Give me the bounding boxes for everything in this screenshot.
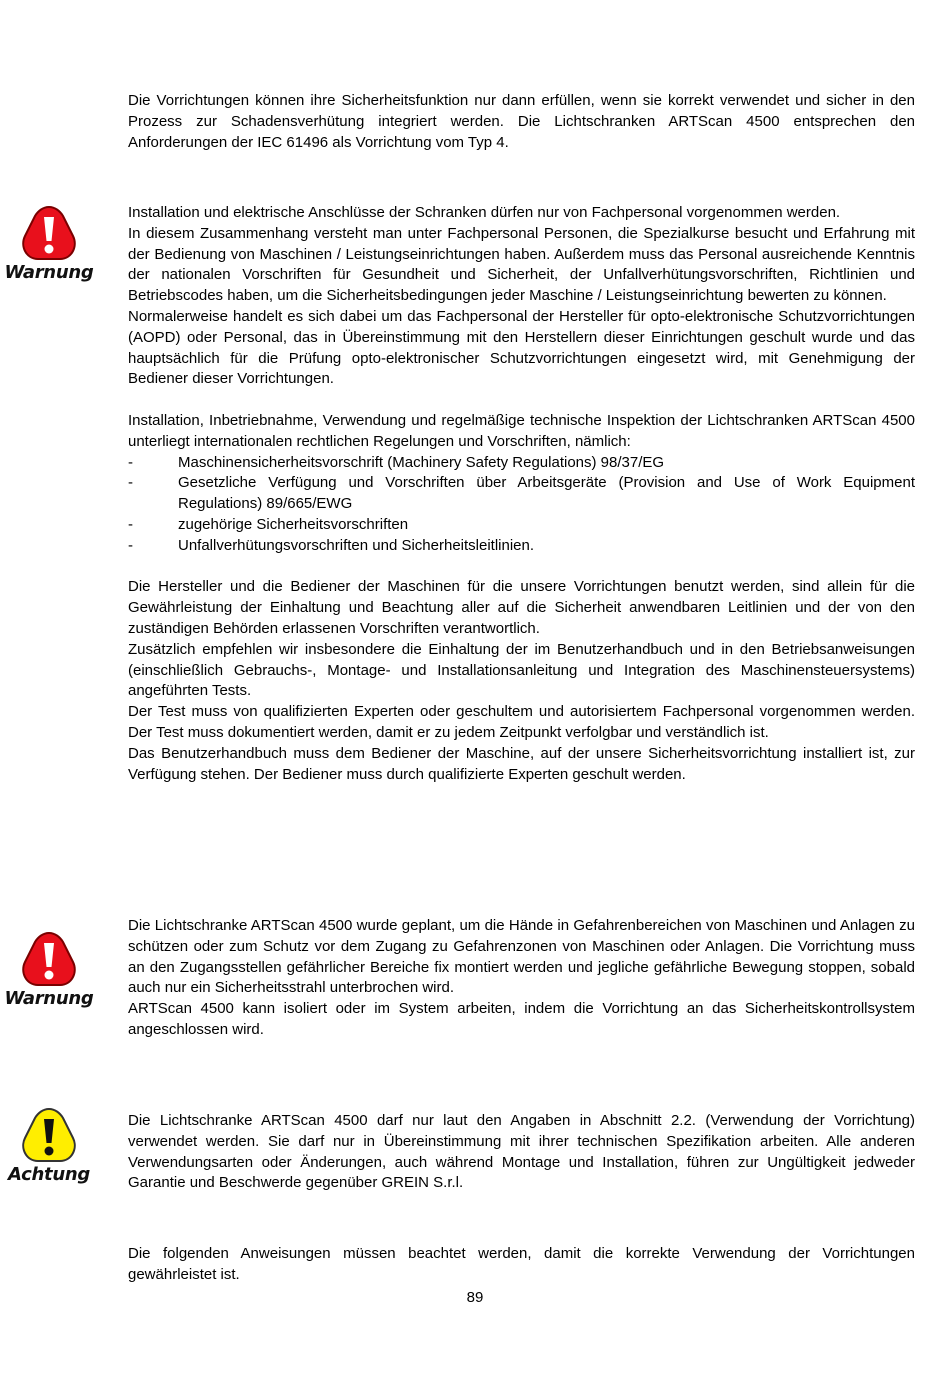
paragraph: Die Lichtschranke ARTScan 4500 wurde geplant, um die Hände in Gefahrenbereichen von Maschinen und Anlagen zu schützen oder zum Schutz vor dem Zugang zu Gefahrenzonen von Maschinen oder Anlagen. Die Vorrichtung muss an den Zugangsstellen gefährlicher Bereiche fix montiert werden und jegliche gefährliche Bewegung stoppen, sobald auch nur ein Sicherheitsstrahl unterbrochen wird. bbox=[128, 917, 915, 997]
list-item bbox=[128, 473, 915, 515]
list-item bbox=[128, 536, 915, 557]
caution-label: Achtung bbox=[8, 1164, 90, 1185]
intro-section bbox=[128, 91, 915, 153]
paragraph: Die Lichtschranke ARTScan 4500 darf nur laut den Angaben in Abschnitt 2.2. (Verwendung der Vorrichtung) verwendet werden. Sie darf nur in Übereinstimmung mit ihrer technischen Spezifikation arbeiten. Alle anderen Verwendungsarten oder Änderungen, auch während Montage und Installation, führen zur Ungültigkeit jedweder Garantie und Beschwerde gegenüber GREIN S.r.l. bbox=[128, 1112, 915, 1192]
list-text: zugehörige Sicherheitsvorschriften bbox=[178, 515, 409, 533]
list-text: Unfallverhütungsvorschriften und Sicherheitsleitlinien. bbox=[178, 536, 535, 554]
list-text: Maschinensicherheitsvorschrift (Machinery Safety Regulations) 98/37/EG bbox=[178, 453, 665, 471]
caution-badge bbox=[4, 1107, 94, 1185]
intro-paragraph: Die Vorrichtungen können ihre Sicherheitsfunktion nur dann erfüllen, wenn sie korrekt verwendet und sicher in den Prozess zur Schadensverhütung integriert werden. Die Lichtschranken ARTScan 4500 entsprechen den Anforderungen der IEC 61496 als Vorrichtung vom Typ 4. bbox=[128, 92, 915, 151]
paragraph: In diesem Zusammenhang versteht man unter Fachpersonal Personen, die Spezialkurse besucht und Erfahrung mit der Bedienung von Maschinen / Leistungseinrichtungen haben. Außerdem muss das Personal ausreichende Kenntnis der nationalen Vorschriften für Gesundheit und Sicherheit, der Unfallverhütungsvorschriften, Richtlinien und Betriebscodes haben, um die Sicherheitsbedingungen jeder Maschine / Leistungseinrichtung bewerten zu können. bbox=[128, 224, 915, 305]
closing-section bbox=[128, 1244, 915, 1286]
warning-badge-2 bbox=[4, 931, 94, 1009]
paragraph: Der Test muss von qualifizierten Experten oder geschultem und autorisiertem Fachpersonal vorgenommen werden. Der Test muss dokumentiert werden, damit er zu jedem Zeitpunkt verfolgbar und verständlich ist. bbox=[128, 703, 915, 741]
paragraph: Zusätzlich empfehlen wir insbesondere die Einhaltung der im Benutzerhandbuch und in den Betriebsanweisungen (einschließlich Gebrauchs-, Montage- und Installationsanleitung und Integration des Maschinensteuersystems) angeführten Tests. bbox=[128, 640, 915, 700]
warning-icon bbox=[22, 205, 76, 261]
list-item bbox=[128, 453, 915, 474]
list-item bbox=[128, 515, 915, 536]
paragraph: ARTScan 4500 kann isoliert oder im System arbeiten, indem die Vorrichtung an das Sicherheitskontrollsystem angeschlossen wird. bbox=[128, 1000, 915, 1038]
section-3 bbox=[128, 1111, 915, 1194]
paragraph: Installation und elektrische Anschlüsse der Schranken dürfen nur von Fachpersonal vorgenommen werden. bbox=[128, 204, 841, 221]
paragraph: Normalerweise handelt es sich dabei um das Fachpersonal der Hersteller für opto-elektronische Schutzvorrichtungen (AOPD) oder Personal, das in Übereinstimmung mit den Herstellern dieser Einrichtungen geschult wurde und das hauptsächlich für die Prüfung opto-elektronischer Schutzvorrichtungen eingesetzt wird, mit Genehmigung der Bediener dieser Vorrichtungen. bbox=[128, 307, 915, 388]
paragraph: Die Hersteller und die Bediener der Maschinen für die unsere Vorrichtungen benutzt werden, sind allein für die Gewährleistung der Einhaltung und Beachtung aller auf die Sicherheit anwendbaren Leitlinien und der von den zuständigen Behörden erlassenen Vorschriften verantwortlich. bbox=[128, 578, 915, 637]
section-2 bbox=[128, 916, 915, 1041]
warning-label: Warnung bbox=[4, 262, 94, 283]
list-dash: - bbox=[128, 536, 133, 554]
section-1 bbox=[128, 203, 915, 785]
paragraph: Installation, Inbetriebnahme, Verwendung und regelmäßige technische Inspektion der Lichtschranken ARTScan 4500 unterliegt internationalen rechtlichen Regelungen und Vorschriften, nämlich: bbox=[128, 411, 915, 450]
list-text: Gesetzliche Verfügung und Vorschriften über Arbeitsgeräte (Provision and Use of Work Equipment Regulations) 89/665/EWG bbox=[178, 474, 915, 513]
caution-icon bbox=[22, 1107, 76, 1163]
list-dash: - bbox=[128, 515, 133, 533]
list-dash: - bbox=[128, 474, 133, 492]
warning-badge-1 bbox=[4, 205, 94, 283]
page-number: 89 bbox=[466, 1289, 484, 1306]
paragraph: Das Benutzerhandbuch muss dem Bediener der Maschine, auf der unsere Sicherheitsvorrichtung installiert ist, zur Verfügung stehen. Der Bediener muss durch qualifizierte Experten geschult werden. bbox=[128, 744, 915, 783]
warning-label: Warnung bbox=[4, 988, 94, 1009]
warning-icon bbox=[22, 931, 76, 987]
paragraph: Die folgenden Anweisungen müssen beachtet werden, damit die korrekte Verwendung der Vorrichtungen gewährleistet ist. bbox=[128, 1245, 915, 1283]
list-dash: - bbox=[128, 453, 133, 471]
